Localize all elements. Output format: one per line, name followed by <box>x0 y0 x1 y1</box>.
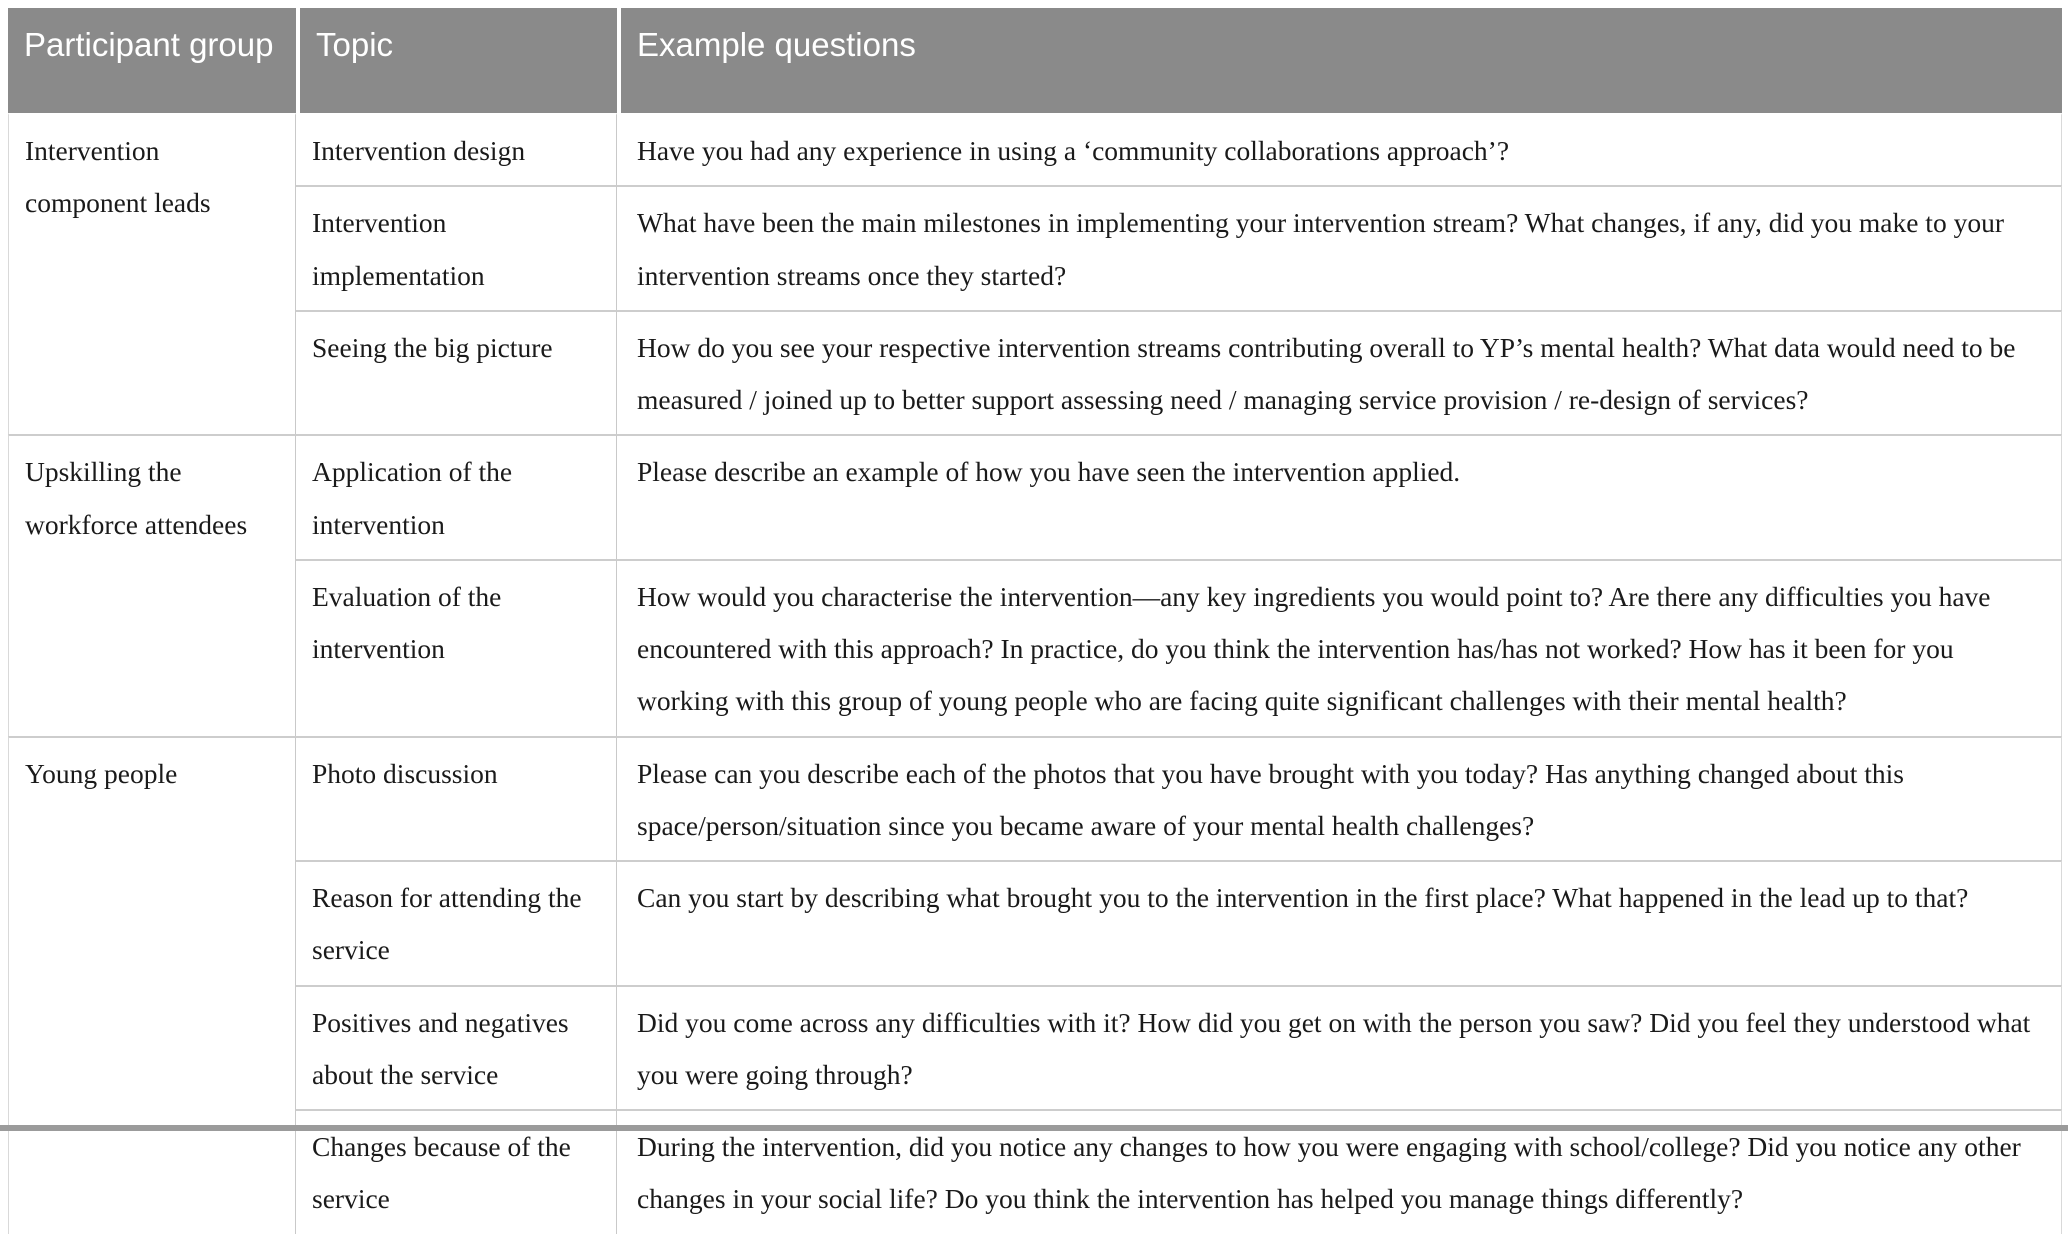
question-cell: Can you start by describing what brought you to the intervention in the first place? What happened in the lead up to that? <box>617 860 2062 985</box>
table-body <box>8 113 2062 1234</box>
header-example-questions: Example questions <box>617 8 2062 113</box>
table-row <box>8 113 2062 185</box>
table-header <box>8 8 2062 113</box>
topic-cell: Reason for attending the service <box>296 860 617 985</box>
topic-cell: Positives and negatives about the service <box>296 985 617 1110</box>
header-participant-group: Participant group <box>8 8 296 113</box>
topic-cell: Changes because of the service <box>296 1109 617 1234</box>
header-topic: Topic <box>296 8 617 113</box>
table-row <box>8 985 2062 1110</box>
table-row <box>8 434 2062 559</box>
table-bottom-rule <box>0 1125 2068 1131</box>
group-cell: Young people <box>8 736 296 1234</box>
table-row <box>8 559 2062 736</box>
interview-topics-table <box>8 8 2062 1234</box>
table-row <box>8 736 2062 861</box>
question-cell: How do you see your respective intervention streams contributing overall to YP’s mental health? What data would need to be measured / joined up to better support assessing need / managing service provision / re-design of services? <box>617 310 2062 435</box>
question-cell: Please can you describe each of the photos that you have brought with you today? Has anything changed about this space/person/situation since you became aware of your mental health challenges? <box>617 736 2062 861</box>
group-cell: Intervention component leads <box>8 113 296 434</box>
topic-cell: Photo discussion <box>296 736 617 861</box>
question-cell: Have you had any experience in using a ‘community collaborations approach’? <box>617 113 2062 185</box>
header-row <box>8 8 2062 113</box>
group-cell: Upskilling the workforce attendees <box>8 434 296 735</box>
topic-cell: Evaluation of the intervention <box>296 559 617 736</box>
question-cell: What have been the main milestones in implementing your intervention stream? What changes, if any, did you make to your intervention streams once they started? <box>617 185 2062 310</box>
table-row <box>8 860 2062 985</box>
table-row <box>8 310 2062 435</box>
question-cell: During the intervention, did you notice any changes to how you were engaging with school/college? Did you notice any other changes in your social life? Do you think the intervention has helped you manage things differently? <box>617 1109 2062 1234</box>
question-cell: How would you characterise the intervention—any key ingredients you would point to? Are there any difficulties you have encountered with this approach? In practice, do you think the intervention has/has not worked? How has it been for you working with this group of young people who are facing quite significant challenges with their mental health? <box>617 559 2062 736</box>
question-cell: Please describe an example of how you have seen the intervention applied. <box>617 434 2062 559</box>
topic-cell: Intervention implementation <box>296 185 617 310</box>
question-cell: Did you come across any difficulties with it? How did you get on with the person you saw? Did you feel they understood what you were going through? <box>617 985 2062 1110</box>
topic-cell: Seeing the big picture <box>296 310 617 435</box>
table-row <box>8 185 2062 310</box>
topic-cell: Application of the intervention <box>296 434 617 559</box>
topic-cell: Intervention design <box>296 113 617 185</box>
